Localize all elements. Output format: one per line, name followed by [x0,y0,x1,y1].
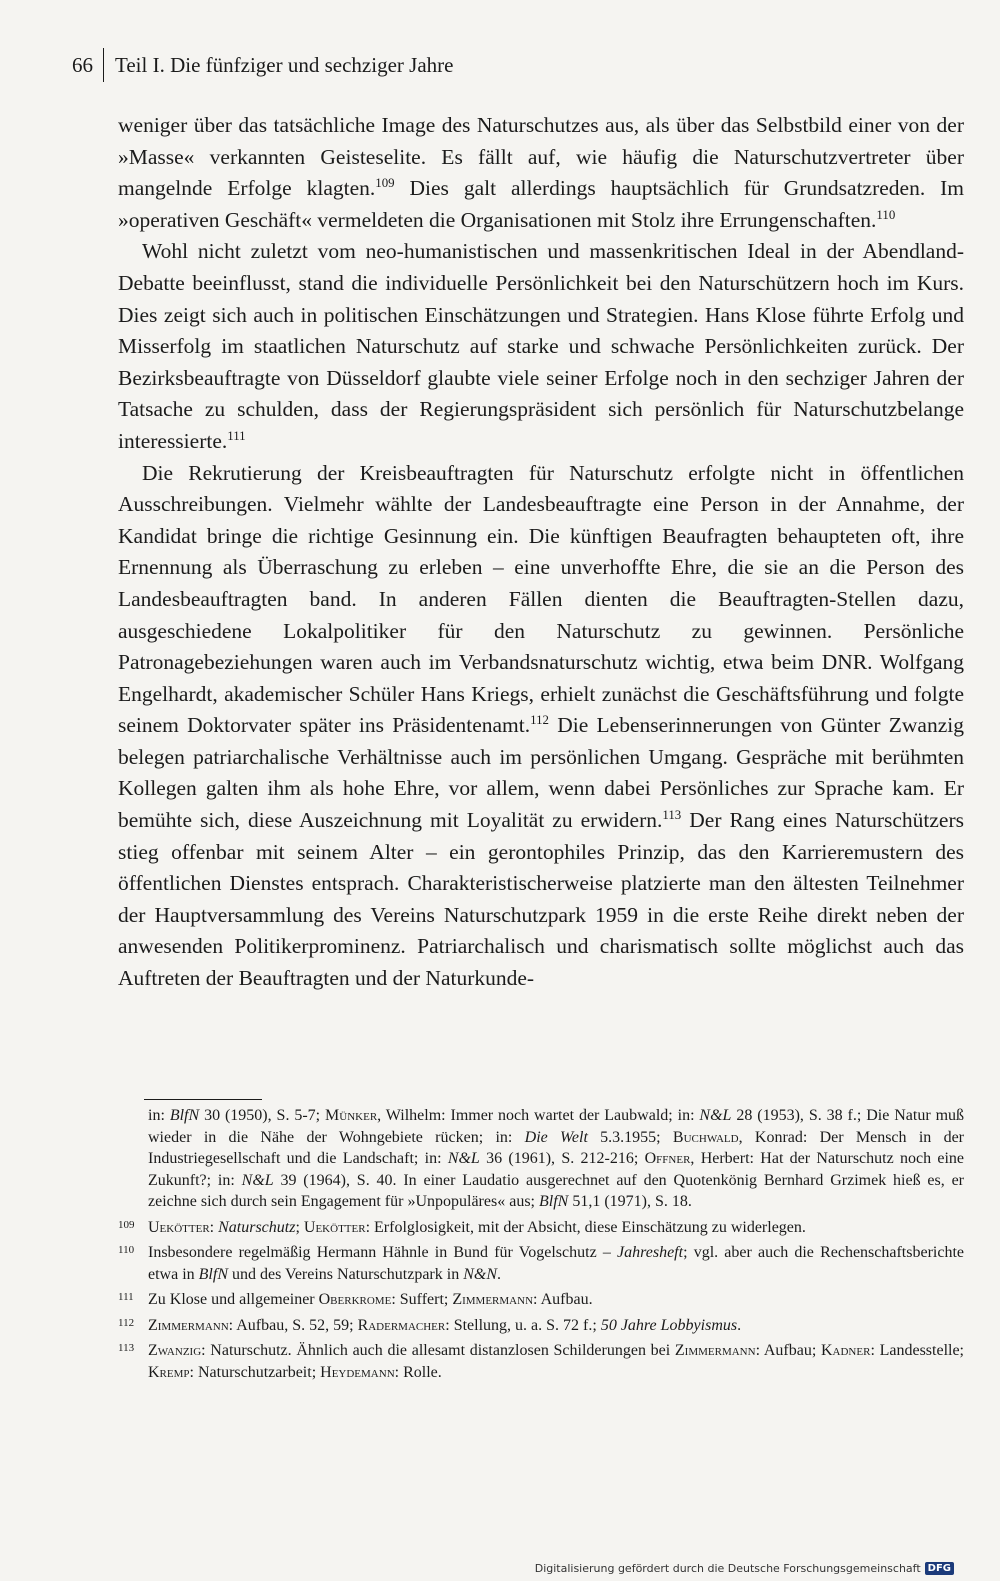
footnote-number: 111 [118,1291,134,1303]
paragraph [118,458,964,995]
page-number: 66 [72,52,93,77]
footnote-113: 113 Zwanzig: Naturschutz. Ähnlich auch die allesamt distanzlosen Schilderungen bei Zimmermann: Aufbau; Kadner: Landesstelle; Kremp: Naturschutzarbeit; Heydemann: Rolle. [118,1342,964,1381]
footnote-number: 113 [118,1342,135,1354]
footnotes [118,1105,964,1387]
footnote-ref[interactable]: 113 [662,807,682,822]
text-run: Die Lebenserinnerungen von Günter Zwanzig belegen patriarchalische Verhältnisse auch im persönlichen Umgang. Gespräche mit berühmten Kollegen galten ihm als hohe Ehre, vor allem, wenn dabei Persönliches zur Sprache kam. Er bemühte sich, diese Auszeichnung mit Loyalität zu erwidern. [118,713,964,833]
credit-text: Digitalisierung gefördert durch die Deutsche Forschungsgemeinschaft [534,1562,921,1575]
running-title: Teil I. Die fünfziger und sechziger Jahre [115,52,454,77]
text-run: weniger über das tatsächliche Image des Naturschutzes aus, als über das Selbstbild einer von der »Masse« verkannten Geisteselite. Es fällt auf, wie häufig die Naturschutzvertreter über mangelnde Erfolge klagten. [118,113,964,201]
footnote-110: 110 Insbesondere regelmäßig Hermann Hähnle in Bund für Vogelschutz – Jahresheft; vgl. aber auch die Rechenschaftsberichte etwa in BlfN und des Vereins Naturschutzpark in N&N. [118,1244,965,1283]
dfg-logo-icon: DFG [925,1562,954,1575]
footnote-ref[interactable]: 109 [375,176,395,191]
paragraph [118,236,964,457]
text-run: Dies galt allerdings hauptsächlich für Grundsatzreden. Im »operativen Geschäft« vermeldeten die Organisationen mit Stolz ihre Errungenschaften. [118,176,965,232]
footnote-ref[interactable]: 111 [227,428,246,443]
main-text [118,110,964,995]
footnote-ref[interactable]: 112 [530,713,549,728]
footnote-continuation: in: BlfN 30 (1950), S. 5-7; Münker, Wilhelm: Immer noch wartet der Laubwald; in: N&L 28 (1953), S. 38 f.; Die Natur muß wieder in die Nähe der Wohngebiete rücken; in: Die Welt 5.3.1955; Buchwald, Konrad: Der Mensch in der Industriegesellschaft und die Landschaft; in: N&L 36 (1961), S. 212-216; Offner, Herbert: Hat der Naturschutz noch eine Zukunft?; in: N&L 39 (1964), S. 40. In einer Laudatio ausgerechnet auf den Quotenkönig Bernhard Grzimek hieß es, er zeichne sich durch sein Engagement für »Unpopuläres« aus; BlfN 51,1 (1971), S. 18. [148,1107,965,1210]
text-run: Der Rang eines Naturschützers stieg offenbar mit seinem Alter – ein gerontophiles Prinzip, das den Karrieremustern des öffentlichen Dienstes entsprach. Charakteristischerweise platzierte man den ältesten Teilnehmer der Hauptversammlung des Vereins Naturschutzpark 1959 in die erste Reihe direkt neben der anwesenden Politikerprominenz. Patriarchalisch und charismatisch sollte möglichst auch das Auftreten der Beauftragten und der Naturkunde- [118,808,964,991]
footnote-109: 109 Uekötter: Naturschutz; Uekötter: Erfolglosigkeit, mit der Absicht, diese Einschätzung zu widerlegen. [118,1218,806,1236]
footnote-112: 112 Zimmermann: Aufbau, S. 52, 59; Radermacher: Stellung, u. a. S. 72 f.; 50 Jahre Lobbyismus. [118,1316,742,1334]
header-divider [103,48,104,82]
paragraph [118,110,964,236]
footnote-111: 111 Zu Klose und allgemeiner Oberkrome: Suffert; Zimmermann: Aufbau. [118,1291,593,1308]
text-run: Wohl nicht zuletzt vom neo-humanistischen und massenkritischen Ideal in der Abendland-Debatte beeinflusst, stand die individuelle Persönlichkeit bei den Naturschützern hoch im Kurs. Dies zeigt sich auch in politischen Einschätzungen und Strategien. Hans Klose führte Erfolg und Misserfolg im staatlichen Naturschutz auf starke und schwache Persönlichkeiten zurück. Der Bezirksbeauftragte von Düsseldorf glaubte viele seiner Erfolge noch in den sechziger Jahren der Tatsache zu schulden, dass der Regierungspräsident sich persönlich für Naturschutzbelange interessierte. [118,239,964,453]
footnote-ref[interactable]: 110 [876,207,896,222]
text-run: Die Rekrutierung der Kreisbeauftragten für Naturschutz erfolgte nicht in öffentlichen Ausschreibungen. Vielmehr wählte der Landesbeauftragte eine Person in der Annahme, der Kandidat bringe die richtige Gesinnung ein. Die künftigen Beaufragten behaupteten oft, ihre Ernennung als Überraschung zu erleben – eine unverhoffte Ehre, die sie an die Person des Landesbeauftragten band. In anderen Fällen dienten die Beauftragten-Stellen dazu, ausgeschiedene Lokalpolitiker für den Naturschutz zu gewinnen. Persönliche Patronagebeziehungen waren auch im Verbandsnaturschutz wichtig, etwa beim DNR. Wolfgang Engelhardt, akademischer Schüler Hans Kriegs, erhielt zunächst die Geschäftsführung und folgte seinem Doktorvater später ins Präsidentenamt. [118,460,964,738]
footnote-number: 110 [118,1244,135,1256]
footnote-separator [144,1099,262,1100]
running-header [72,48,453,82]
digitization-credit [535,1562,954,1575]
footnote-number: 109 [118,1218,135,1231]
footnote-number: 112 [118,1316,135,1329]
